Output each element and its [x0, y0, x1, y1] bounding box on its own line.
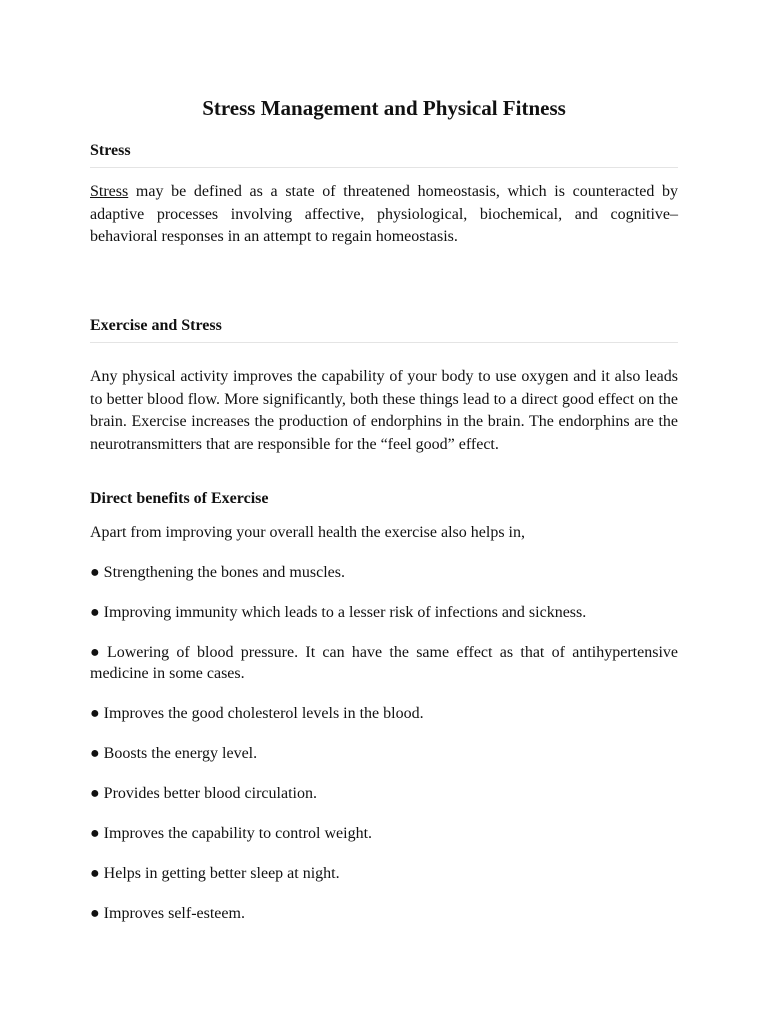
- benefits-intro-paragraph: Apart from improving your overall health the exercise also helps in,: [90, 524, 525, 541]
- bullet-icon: ●: [90, 865, 100, 882]
- benefit-item-text: Provides better blood circulation.: [103, 785, 317, 802]
- bullet-icon: ●: [90, 825, 100, 842]
- stress-term-link[interactable]: Stress: [90, 183, 129, 200]
- document-title: Stress Management and Physical Fitness: [202, 96, 566, 120]
- benefit-item-text: Improves the capability to control weight.: [103, 825, 373, 842]
- stress-definition-text: may be defined as a state of threatened homeostasis, which is counteracted by adaptive processes involving affective, physiological, biochemical, and cognitive–behavioral responses in an attempt to regain homeostasis.: [90, 183, 678, 246]
- benefit-item: [90, 703, 678, 726]
- benefit-item-text: Helps in getting better sleep at night.: [103, 865, 340, 882]
- benefit-item-text: Strengthening the bones and muscles.: [103, 564, 345, 581]
- benefit-item-text: Improves self-esteem.: [103, 905, 245, 922]
- benefit-item: [90, 823, 678, 846]
- benefit-item: [90, 863, 678, 886]
- subheading-direct-benefits: Direct benefits of Exercise: [90, 490, 269, 507]
- stress-definition-paragraph: [90, 181, 678, 249]
- bullet-icon: ●: [90, 785, 100, 802]
- section-heading-stress: Stress: [90, 141, 678, 168]
- benefit-item: [90, 783, 678, 806]
- benefit-item-text: Improves the good cholesterol levels in the blood.: [103, 705, 424, 722]
- section-heading-exercise-and-stress: Exercise and Stress: [90, 316, 678, 343]
- benefit-item-text: Improving immunity which leads to a lesser risk of infections and sickness.: [103, 604, 587, 621]
- benefit-item: [90, 642, 678, 684]
- benefit-item: [90, 743, 678, 766]
- bullet-icon: ●: [90, 564, 100, 581]
- bullet-icon: ●: [90, 705, 100, 722]
- benefit-item: [90, 602, 678, 625]
- benefit-item-text: Lowering of blood pressure. It can have the same effect as that of antihypertensive medicine in some cases.: [90, 644, 678, 682]
- bullet-icon: ●: [90, 604, 100, 621]
- exercise-stress-paragraph: Any physical activity improves the capability of your body to use oxygen and it also leads to better blood flow. More significantly, both these things lead to a direct good effect on the brain. Exercise increases the production of endorphins in the brain. The endorphins are the neurotransmitters that are responsible for the “feel good” effect.: [90, 368, 678, 454]
- benefit-item: [90, 903, 678, 926]
- bullet-icon: ●: [90, 905, 100, 922]
- benefit-item-text: Boosts the energy level.: [103, 745, 258, 762]
- bullet-icon: ●: [90, 644, 103, 661]
- benefit-item: [90, 562, 678, 585]
- bullet-icon: ●: [90, 745, 100, 762]
